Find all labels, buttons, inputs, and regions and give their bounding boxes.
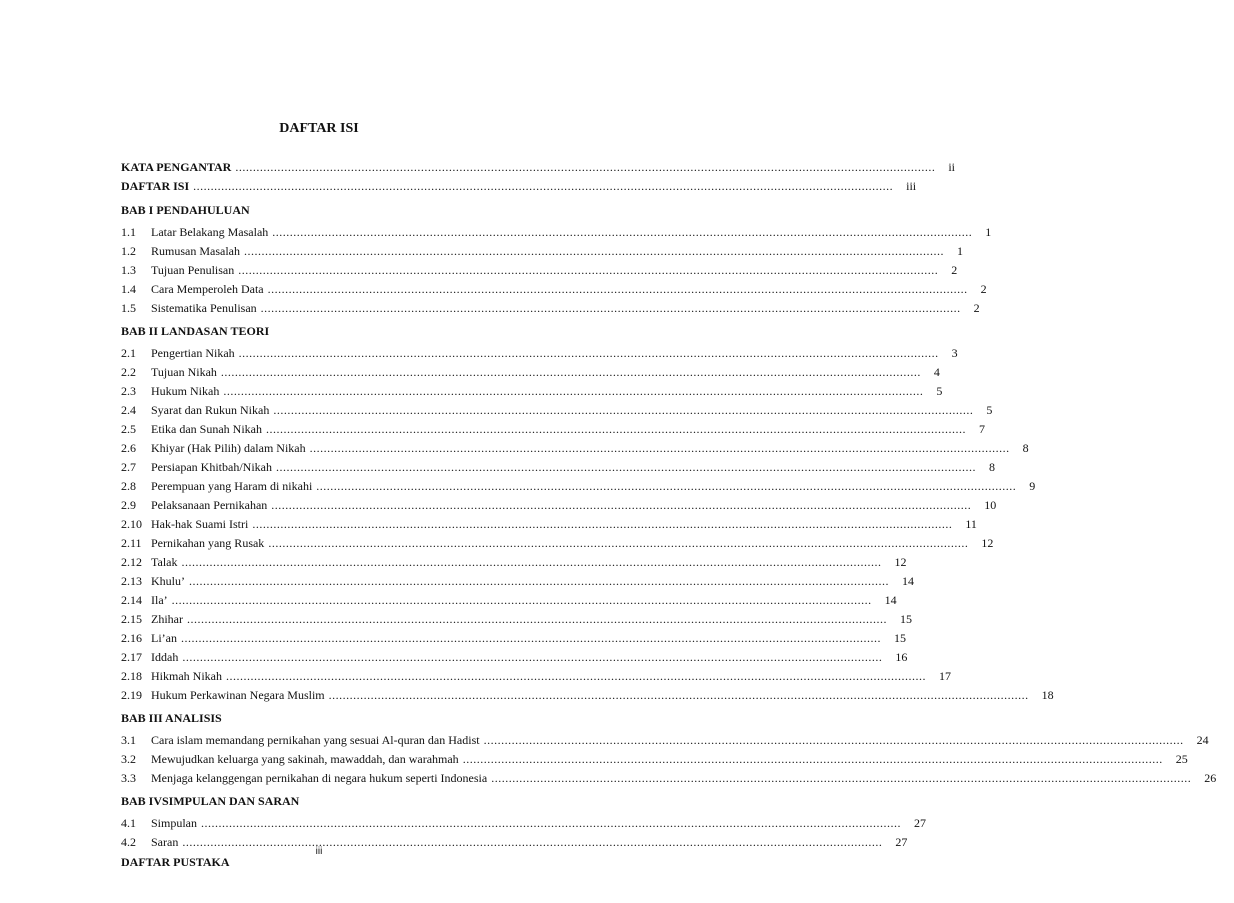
toc-chapter-heading[interactable]: BAB I PENDAHULUAN bbox=[121, 203, 250, 217]
toc-entry[interactable] bbox=[121, 629, 906, 648]
toc-entry[interactable] bbox=[121, 648, 908, 667]
toc-entry[interactable] bbox=[121, 344, 958, 363]
toc-entry[interactable] bbox=[121, 401, 993, 420]
toc-leader-dots: ........................................................................................................................................................................................................ bbox=[252, 517, 953, 531]
toc-entry-number: 2.4 bbox=[121, 403, 136, 417]
toc-page-number: 24 bbox=[1196, 733, 1209, 747]
page-title: DAFTAR ISI bbox=[279, 121, 359, 136]
toc-entry-title: Saran bbox=[151, 835, 179, 849]
toc-entry-number: 2.19 bbox=[121, 688, 142, 702]
toc-entry[interactable] bbox=[121, 769, 1217, 788]
toc-page-number: ii bbox=[948, 160, 956, 174]
toc-entry-number: 2.5 bbox=[121, 422, 136, 436]
toc-entry[interactable] bbox=[121, 534, 994, 553]
toc-leader-dots: ........................................................................................................................................................................................................ bbox=[193, 179, 894, 193]
toc-entry-title: Mewujudkan keluarga yang sakinah, mawaddah, dan warahmah bbox=[151, 752, 459, 766]
toc-entry-number: 3.1 bbox=[121, 733, 136, 747]
toc-entry[interactable] bbox=[121, 223, 992, 242]
toc-page-number: 14 bbox=[884, 593, 897, 607]
toc-entry-number: 2.6 bbox=[121, 441, 136, 455]
toc-entry-number: 2.8 bbox=[121, 479, 136, 493]
toc-entry-number: 1.4 bbox=[121, 282, 136, 296]
toc-entry-number: 4.2 bbox=[121, 835, 136, 849]
toc-page-number: 9 bbox=[1029, 479, 1036, 493]
toc-entry[interactable] bbox=[121, 458, 995, 477]
toc-leader-dots: ........................................................................................................................................................................................................ bbox=[238, 346, 939, 360]
toc-entry-title: Hukum Nikah bbox=[151, 384, 220, 398]
toc-back-heading[interactable]: DAFTAR PUSTAKA bbox=[121, 855, 230, 869]
toc-page-number: 12 bbox=[981, 536, 994, 550]
toc-entry-title: Pelaksanaan Pernikahan bbox=[151, 498, 268, 512]
toc-page-number: 16 bbox=[895, 650, 908, 664]
toc-page-number: 2 bbox=[951, 263, 958, 277]
toc-entry-number: 2.10 bbox=[121, 517, 142, 531]
toc-entry-title: Perempuan yang Haram di nikahi bbox=[151, 479, 313, 493]
toc-page-number: 27 bbox=[914, 816, 927, 830]
toc-entry-number: 1.2 bbox=[121, 244, 136, 258]
toc-leader-dots: ........................................................................................................................................................................................................ bbox=[491, 771, 1192, 785]
toc-entry-title: Tujuan Penulisan bbox=[151, 263, 235, 277]
toc-entry-number: 1.5 bbox=[121, 301, 136, 315]
toc-leader-dots: ........................................................................................................................................................................................................ bbox=[226, 669, 926, 683]
toc-page-number: 18 bbox=[1041, 688, 1054, 702]
toc-leader-dots: ........................................................................................................................................................................................................ bbox=[181, 555, 882, 569]
toc-entry[interactable] bbox=[121, 439, 1029, 458]
toc-chapter-heading[interactable]: BAB II LANDASAN TEORI bbox=[121, 324, 270, 338]
toc-page-number: 15 bbox=[894, 631, 906, 645]
toc-page-number: 26 bbox=[1204, 771, 1217, 785]
toc-chapter-heading[interactable]: BAB III ANALISIS bbox=[121, 711, 222, 725]
toc-entry-title: Sistematika Penulisan bbox=[151, 301, 257, 315]
toc-entry[interactable] bbox=[121, 731, 1209, 750]
toc-page-number: 5 bbox=[936, 384, 943, 398]
toc-page-number: 5 bbox=[986, 403, 993, 417]
toc-entry[interactable] bbox=[121, 261, 958, 280]
toc-page-number: 1 bbox=[985, 225, 992, 239]
toc-leader-dots: ........................................................................................................................................................................................................ bbox=[272, 225, 973, 239]
toc-entry[interactable] bbox=[121, 382, 943, 401]
toc-front-entry[interactable] bbox=[121, 158, 956, 177]
toc-page-number: 12 bbox=[894, 555, 907, 569]
toc-chapter-heading[interactable]: BAB IVSIMPULAN DAN SARAN bbox=[121, 794, 300, 808]
toc-leader-dots: ........................................................................................................................................................................................................ bbox=[273, 403, 974, 417]
toc-leader-dots: ........................................................................................................................................................................................................ bbox=[171, 593, 872, 607]
toc-leader-dots: ........................................................................................................................................................................................................ bbox=[260, 301, 961, 315]
toc-entry-number: 1.3 bbox=[121, 263, 136, 277]
toc-entry[interactable] bbox=[121, 477, 1036, 496]
toc-entry[interactable] bbox=[121, 242, 963, 261]
toc-entry[interactable] bbox=[121, 299, 980, 318]
toc-leader-dots: ........................................................................................................................................................................................................ bbox=[223, 384, 924, 398]
toc-page-number: 7 bbox=[978, 422, 985, 436]
toc-entry-title: Pernikahan yang Rusak bbox=[151, 536, 265, 550]
toc-entry-number: 2.14 bbox=[121, 593, 142, 607]
toc-leader-dots: ........................................................................................................................................................................................................ bbox=[271, 498, 972, 512]
toc-page-number: 11 bbox=[965, 517, 977, 531]
toc-leader-dots: ........................................................................................................................................................................................................ bbox=[267, 282, 968, 296]
toc-page-number: 15 bbox=[900, 612, 912, 626]
toc-entry-number: 2.13 bbox=[121, 574, 142, 588]
toc-entry-number: 2.15 bbox=[121, 612, 142, 626]
toc-entry-number: 2.9 bbox=[121, 498, 136, 512]
toc-entry-title: Menjaga kelanggengan pernikahan di negara hukum seperti Indonesia bbox=[151, 771, 488, 785]
toc-entry[interactable] bbox=[121, 496, 997, 515]
toc-entry-title: Hikmah Nikah bbox=[151, 669, 222, 683]
toc-entry[interactable] bbox=[121, 420, 985, 439]
toc-entry-title: Etika dan Sunah Nikah bbox=[151, 422, 262, 436]
toc-page-number: 8 bbox=[1022, 441, 1029, 455]
toc-leader-dots: ........................................................................................................................................................................................................ bbox=[483, 733, 1184, 747]
toc-entry-title: Li’an bbox=[151, 631, 177, 645]
toc-front-entry[interactable] bbox=[121, 177, 917, 196]
toc-page-number: 2 bbox=[973, 301, 980, 315]
toc-entry-title: Persiapan Khitbah/Nikah bbox=[151, 460, 272, 474]
toc-leader-dots: ........................................................................................................................................................................................................ bbox=[220, 365, 921, 379]
toc-leader-dots: ........................................................................................................................................................................................................ bbox=[182, 650, 883, 664]
toc-entry[interactable] bbox=[121, 686, 1054, 705]
toc-leader-dots: ........................................................................................................................................................................................................ bbox=[316, 479, 1017, 493]
toc-leader-dots: ........................................................................................................................................................................................................ bbox=[244, 244, 944, 258]
toc-entry-number: 2.11 bbox=[121, 536, 142, 550]
toc-leader-dots: ........................................................................................................................................................................................................ bbox=[181, 631, 881, 645]
toc-leader-dots: ........................................................................................................................................................................................................ bbox=[187, 612, 887, 626]
toc-entry-title: Latar Belakang Masalah bbox=[151, 225, 269, 239]
toc-entry[interactable] bbox=[121, 667, 951, 686]
toc-entry-number: 1.1 bbox=[121, 225, 136, 239]
toc-entry-number: 2.2 bbox=[121, 365, 136, 379]
toc-leader-dots: ........................................................................................................................................................................................................ bbox=[182, 835, 883, 849]
toc-entry-title: Iddah bbox=[151, 650, 179, 664]
toc-entry[interactable] bbox=[121, 280, 987, 299]
toc-page-number: 1 bbox=[957, 244, 963, 258]
toc-entry-title: Syarat dan Rukun Nikah bbox=[151, 403, 270, 417]
toc-entry-number: 2.7 bbox=[121, 460, 136, 474]
toc-entry-title: Khiyar (Hak Pilih) dalam Nikah bbox=[151, 441, 306, 455]
toc-entry-title: Ila’ bbox=[151, 593, 168, 607]
toc-leader-dots: ........................................................................................................................................................................................................ bbox=[265, 422, 966, 436]
toc-entry-number: 2.12 bbox=[121, 555, 142, 569]
toc-page-number: 25 bbox=[1175, 752, 1188, 766]
toc-entry-title: Simpulan bbox=[151, 816, 198, 830]
toc-entry[interactable] bbox=[121, 572, 914, 591]
toc-entry-title: Khulu’ bbox=[151, 574, 185, 588]
page-number: iii bbox=[315, 846, 323, 857]
toc-entry[interactable] bbox=[121, 591, 897, 610]
toc-leader-dots: ........................................................................................................................................................................................................ bbox=[462, 752, 1163, 766]
toc-leader-dots: ........................................................................................................................................................................................................ bbox=[268, 536, 969, 550]
toc-entry[interactable] bbox=[121, 515, 977, 534]
toc-entry[interactable] bbox=[121, 553, 907, 572]
toc-entry-label: KATA PENGANTAR bbox=[121, 160, 232, 174]
toc-entry[interactable] bbox=[121, 750, 1188, 769]
toc-entry-number: 2.1 bbox=[121, 346, 136, 360]
toc-entry-number: 4.1 bbox=[121, 816, 136, 830]
toc-entry[interactable] bbox=[121, 610, 912, 629]
toc-page-number: iii bbox=[906, 179, 917, 193]
toc-entry-title: Talak bbox=[151, 555, 178, 569]
toc-entry-label: DAFTAR ISI bbox=[121, 179, 190, 193]
toc-entry-number: 2.17 bbox=[121, 650, 142, 664]
toc-entry-number: 2.18 bbox=[121, 669, 142, 683]
toc-page-number: 10 bbox=[984, 498, 997, 512]
toc-page-number: 17 bbox=[939, 669, 951, 683]
toc-leader-dots: ........................................................................................................................................................................................................ bbox=[189, 574, 889, 588]
toc-page-number: 2 bbox=[980, 282, 987, 296]
toc-page-number: 14 bbox=[902, 574, 914, 588]
toc-leader-dots: ........................................................................................................................................................................................................ bbox=[309, 441, 1010, 455]
toc-entry-title: Hukum Perkawinan Negara Muslim bbox=[151, 688, 325, 702]
toc-entry-number: 2.16 bbox=[121, 631, 142, 645]
toc-page-number: 27 bbox=[895, 835, 908, 849]
toc-entry-title: Tujuan Nikah bbox=[151, 365, 217, 379]
toc-entry-title: Pengertian Nikah bbox=[151, 346, 235, 360]
toc-entry-number: 3.3 bbox=[121, 771, 136, 785]
toc-entry[interactable] bbox=[121, 814, 927, 833]
toc-page-number: 4 bbox=[933, 365, 940, 379]
toc-entry[interactable] bbox=[121, 363, 940, 382]
toc-leader-dots: ........................................................................................................................................................................................................ bbox=[235, 160, 936, 174]
toc-leader-dots: ........................................................................................................................................................................................................ bbox=[201, 816, 902, 830]
table-of-contents bbox=[121, 158, 1217, 875]
toc-entry-title: Zhihar bbox=[151, 612, 183, 626]
toc-entry-number: 2.3 bbox=[121, 384, 136, 398]
toc-page-number: 3 bbox=[951, 346, 958, 360]
toc-page-number: 8 bbox=[988, 460, 995, 474]
toc-entry-title: Cara Memperoleh Data bbox=[151, 282, 264, 296]
toc-leader-dots: ........................................................................................................................................................................................................ bbox=[328, 688, 1029, 702]
toc-entry-number: 3.2 bbox=[121, 752, 136, 766]
toc-entry-title: Rumusan Masalah bbox=[151, 244, 240, 258]
toc-entry-title: Cara islam memandang pernikahan yang sesuai Al-quran dan Hadist bbox=[151, 733, 480, 747]
toc-leader-dots: ........................................................................................................................................................................................................ bbox=[238, 263, 939, 277]
toc-leader-dots: ........................................................................................................................................................................................................ bbox=[275, 460, 976, 474]
toc-entry-title: Hak-hak Suami Istri bbox=[151, 517, 249, 531]
